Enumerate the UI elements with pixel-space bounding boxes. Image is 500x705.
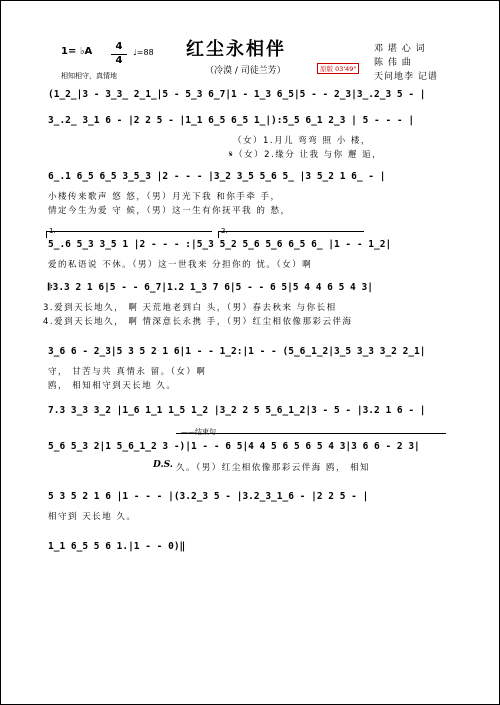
lyric-line-9: 相守到 天长地 久。 xyxy=(48,512,137,522)
notation-line-8: 5̲6 5̲3 2|1 5̲6̲1̲2 3 -)|1 - - 6 5|4 4 5 6 5 6 5 4 3|3 6 6 - 2 3| xyxy=(48,441,420,452)
song-subtitle: （冷漠 / 司徒兰芳） xyxy=(205,66,286,76)
volta-1-bracket xyxy=(46,231,212,238)
tempo-marking: ♩=88 xyxy=(133,48,154,57)
notation-line-7: 7.3 3̲3 3̲2 |1̲6 1̲1 1̲5 1̲2 |3̲2 2 5 5̲6̲1̲2|3 - 5 - |3.2 1 6 - | xyxy=(48,405,426,416)
volta-1-label: 1. xyxy=(49,227,56,235)
notation-line-9: 5 3 5 2 1 6 |1 - - - |(3.2̲3 5 - |3.2̲3̲1̲6 - |2 2 5 - | xyxy=(48,491,369,502)
time-signature-top: 4 xyxy=(115,41,123,52)
transcriber-credit: 天问地李 记谱 xyxy=(374,72,438,82)
lyric-line-6-verse-1: 守， 甘苦与共 真情永 留。（女）啊 xyxy=(48,367,207,377)
notation-line-6: 3̲6 6 - 2̲3|5 3 5 2 1 6|1 - - 1̲2:|1 - - (5̲6̲1̲2|3̲5 3̲3 3̲2 2̲1| xyxy=(48,346,426,357)
lyric-line-4: 爱的私语说 不休。（男）这一世我来 分担你的 忧。（女）啊 xyxy=(48,260,313,270)
notation-line-5: 𝄆3.3 2 1 6|5 - - 6̲7|1.2 1̲3 7 6|5 - - 6 5|5 4 4 6 5 4 3| xyxy=(48,282,373,293)
lyric-line-2-verse-2: 𝄋（女）2.缘分 让我 与你 邂 逅， xyxy=(229,150,383,160)
coda-label: ——结束句 xyxy=(181,428,216,436)
tagline: 相知相守，真情地 xyxy=(61,72,117,80)
lyric-line-3-verse-1: 小楼传来歌声 悠 悠，（男）月光下我 和你手牵 手， xyxy=(48,192,281,202)
volta-2-label: 2. xyxy=(221,227,228,235)
coda-bracket xyxy=(176,433,446,438)
lyric-line-5-verse-4: 4.爱到天长地久， 啊 情深意长永携 手，（男）红尘相依像那彩云伴海 xyxy=(43,317,353,327)
notation-line-2: 3̲.2̲ 3̲1 6 - |2 2 5 - |1̲1 6̲5 6̲5 1̲|):5̲5 6̲1 2̲3 | 5 - - - | xyxy=(48,115,415,126)
lyric-line-3-verse-2: 情定今生为爱 守 候，（男）这一生有你抚平我 的 愁， xyxy=(48,206,291,216)
lyric-line-6-verse-2: 鸥， 相知相守到天长地 久。 xyxy=(48,381,177,391)
version-badge: 原版 03'49" xyxy=(317,63,359,74)
lyricist-credit: 邓 堪 心 词 xyxy=(374,44,426,54)
lyric-line-8: 久。（男）红尘相依像那彩云伴海 鸥， 相知 xyxy=(176,463,371,473)
song-title: 红尘永相伴 xyxy=(186,39,286,60)
lyric-line-5-verse-3: 3.爱到天长地久， 啊 天荒地老到白 头，（男）春去秋来 与你长相 xyxy=(43,303,337,313)
ds-marking: D.S. xyxy=(153,460,173,470)
notation-line-1: (1̲2̲|3 - 3̲3̲ 2̲1̲|5 - 5̲3 6̲7|1 - 1̲3 6̲5|5 - - 2̲3|3̲.2̲3 5 - | xyxy=(48,89,426,100)
key-signature: 1= ♭A xyxy=(61,46,93,57)
notation-line-3: 6̲.1 6̲5 6̲5 3̲5̲3 |2 - - - |3̲2 3̲5 5̲6 5̲ |3 5̲2 1 6̲ - | xyxy=(48,171,386,182)
notation-line-4: 5̲.6 5̲3 3̲5 1 |2 - - - :|5̲3 5̲2 5̲6 5̲6 6̲5 6̲ |1 - - 1̲2| xyxy=(48,239,392,250)
notation-line-10: 1̲1 6̲5 5 6 1.|1 - - 0)‖ xyxy=(48,541,186,552)
composer-credit: 陈 伟 曲 xyxy=(374,58,412,68)
volta-2-bracket xyxy=(218,231,364,238)
time-signature-bottom: 4 xyxy=(115,55,123,66)
lyric-line-2-verse-1: （女）1.月儿 弯弯 照 小 楼， xyxy=(233,136,371,146)
